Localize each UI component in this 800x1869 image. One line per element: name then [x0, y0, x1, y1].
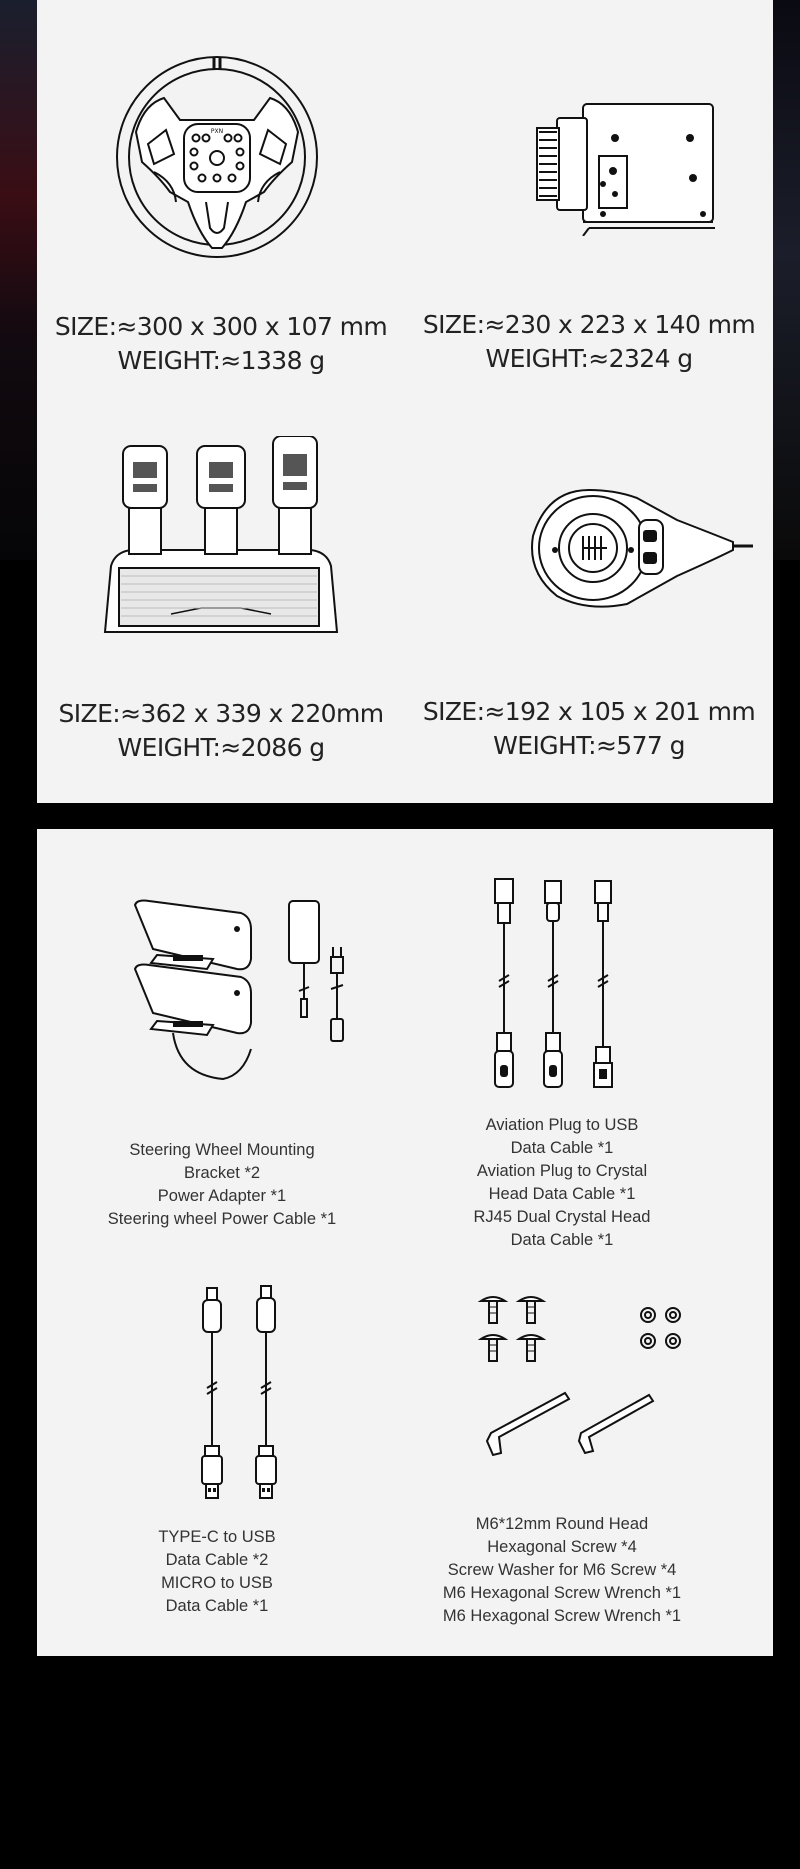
background-left-edge [0, 0, 40, 560]
spec-text-steering-wheel [37, 310, 405, 378]
pedals-icon [101, 436, 341, 636]
package-text-data-cables [437, 1114, 687, 1252]
spec-weight: WEIGHT:≈1338 g [117, 346, 325, 375]
package-line: Data Cable *2 [165, 1551, 269, 1569]
package-line: RJ45 Dual Crystal Head [473, 1208, 651, 1226]
package-line: Screw Washer for M6 Screw *4 [447, 1561, 677, 1579]
package-line: M6 Hexagonal Screw Wrench *1 [442, 1584, 682, 1602]
spec-size: SIZE:≈192 x 105 x 201 mm [422, 697, 756, 726]
package-line: MICRO to USB [161, 1574, 273, 1592]
package-line: M6 Hexagonal Screw Wrench *1 [442, 1607, 682, 1625]
svg-text:PXN: PXN [210, 128, 224, 135]
package-contents-panel [37, 829, 773, 1656]
usb-cables-icon [197, 1284, 317, 1504]
shifter-icon [527, 486, 757, 610]
package-text-usb-cables [117, 1526, 317, 1618]
wheel-base-icon [503, 96, 723, 236]
spec-text-wheel-base [405, 308, 773, 376]
package-line: Data Cable *1 [510, 1139, 614, 1157]
package-line: M6*12mm Round Head [475, 1515, 649, 1533]
steering-wheel-icon [114, 52, 320, 262]
package-line: Bracket *2 [183, 1164, 261, 1182]
package-line: Power Adapter *1 [157, 1187, 287, 1205]
background-right-edge [772, 0, 800, 560]
spec-weight: WEIGHT:≈2324 g [485, 344, 693, 373]
data-cables-icon [487, 877, 627, 1097]
package-line: Hexagonal Screw *4 [487, 1538, 637, 1556]
package-text-bracket [77, 1139, 367, 1231]
package-text-screws [437, 1513, 687, 1628]
spec-weight: WEIGHT:≈577 g [493, 731, 685, 760]
spec-weight: WEIGHT:≈2086 g [117, 733, 325, 762]
package-line: Aviation Plug to Crystal [476, 1162, 648, 1180]
screws-wrench-icon [477, 1293, 707, 1473]
package-line: Head Data Cable *1 [488, 1185, 636, 1203]
spec-size: SIZE:≈362 x 339 x 220mm [58, 699, 384, 728]
package-line: TYPE-C to USB [158, 1528, 276, 1546]
spec-text-pedals [37, 697, 405, 765]
spec-size: SIZE:≈300 x 300 x 107 mm [54, 312, 388, 341]
spec-text-shifter [405, 695, 773, 763]
package-line: Data Cable *1 [510, 1231, 614, 1249]
package-line: Steering Wheel Mounting [129, 1141, 315, 1159]
mounting-bracket-icon [133, 899, 369, 1085]
spec-size: SIZE:≈230 x 223 x 140 mm [422, 310, 756, 339]
package-line: Steering wheel Power Cable *1 [107, 1210, 337, 1228]
package-line: Aviation Plug to USB [485, 1116, 639, 1134]
package-line: Data Cable *1 [165, 1597, 269, 1615]
product-specs-panel [37, 0, 773, 803]
